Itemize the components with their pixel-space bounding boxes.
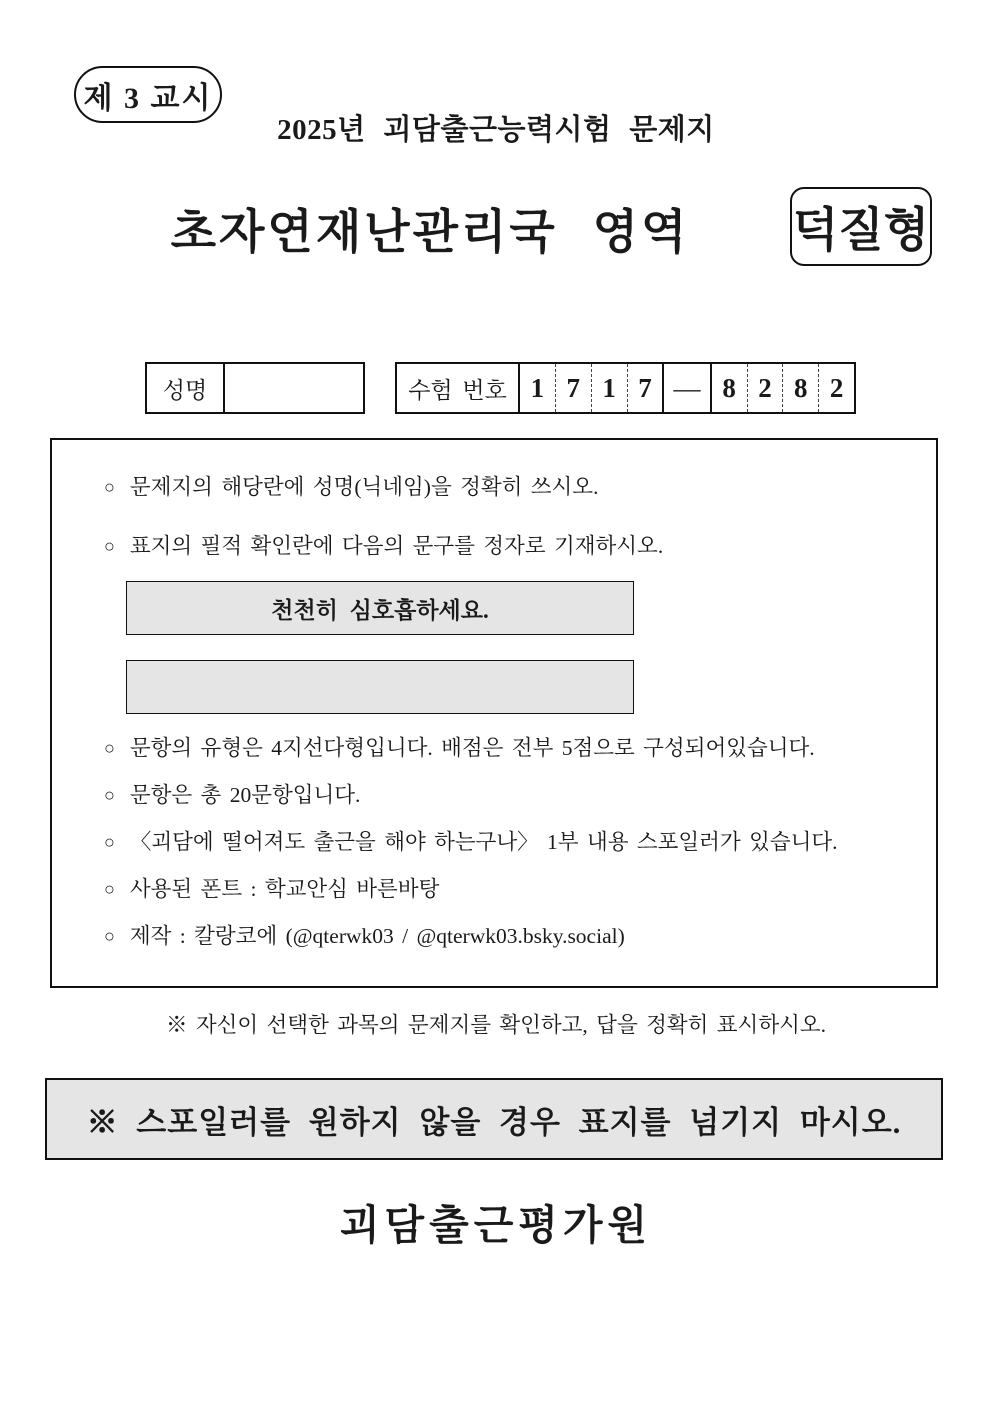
- exam-number-label: 수험 번호: [397, 364, 520, 412]
- circle-bullet-icon: ○: [104, 477, 115, 497]
- type-badge: [790, 187, 932, 266]
- instruction-item: [104, 531, 918, 561]
- exam-number-digit: 7: [556, 364, 592, 412]
- instruction-text: 제작 : 칼랑코에 (@qterwk03 / @qterwk03.bsky.social): [129, 924, 625, 948]
- subject-title: 초자연재난관리국 영역: [170, 207, 690, 259]
- handwriting-phrase: 천천히 심호흡하세요.: [271, 597, 489, 623]
- exam-number-dash: —: [664, 364, 711, 412]
- exam-number-digit: 2: [829, 372, 844, 403]
- circle-bullet-icon: ○: [104, 832, 115, 852]
- check-note: ※ 자신이 선택한 과목의 문제지를 확인하고, 답을 정확히 표시하시오.: [165, 1013, 827, 1037]
- circle-bullet-icon: ○: [104, 738, 115, 758]
- exam-number-digit: 8: [712, 364, 748, 412]
- type-badge-label: 덕질형: [792, 205, 930, 257]
- instruction-text: 문제지의 해당란에 성명(닉네임)을 정확히 쓰시오.: [129, 475, 599, 499]
- exam-number-digit: 7: [628, 364, 665, 412]
- instruction-text: 표지의 필적 확인란에 다음의 문구를 정자로 기재하시오.: [129, 534, 664, 558]
- name-input-area[interactable]: [225, 364, 363, 412]
- exam-number-digit: 2: [748, 364, 784, 412]
- exam-number-digit: 1: [592, 364, 628, 412]
- instruction-text: 〈괴담에 떨어져도 출근을 해야 하는구나〉 1부 내용 스포일러가 있습니다.: [129, 830, 838, 854]
- circle-bullet-icon: ○: [104, 536, 115, 556]
- spoiler-warning-box: [45, 1078, 943, 1160]
- handwriting-phrase-box: [126, 581, 634, 635]
- exam-number-digit: 1: [520, 364, 556, 412]
- instruction-box: [50, 438, 938, 988]
- instruction-item: [104, 921, 918, 951]
- instruction-text: 문항은 총 20문항입니다.: [129, 783, 361, 807]
- instruction-item: [104, 874, 918, 904]
- instruction-item: [104, 472, 918, 502]
- circle-bullet-icon: ○: [104, 926, 115, 946]
- period-badge-label: 제 3 교시: [83, 81, 213, 115]
- exam-number-box: [395, 362, 856, 414]
- circle-bullet-icon: ○: [104, 785, 115, 805]
- exam-number-digit: 8: [783, 364, 819, 412]
- instruction-item: [104, 780, 918, 810]
- spoiler-warning-text: ※ 스포일러를 원하지 않을 경우 표지를 넘기지 마시오.: [86, 1104, 902, 1140]
- exam-title: 2025년 괴담출근능력시험 문제지: [277, 114, 715, 146]
- handwriting-input-area[interactable]: [126, 660, 634, 714]
- instruction-item: [104, 827, 918, 857]
- circle-bullet-icon: ○: [104, 879, 115, 899]
- instruction-item: [104, 733, 918, 763]
- name-label: 성명: [147, 364, 225, 412]
- instruction-text: 사용된 폰트 : 학교안심 바른바탕: [129, 877, 440, 901]
- name-box: [145, 362, 365, 414]
- instruction-text: 문항의 유형은 4지선다형입니다. 배점은 전부 5점으로 구성되어있습니다.: [129, 736, 815, 760]
- publisher-name: 괴담출근평가원: [339, 1202, 653, 1248]
